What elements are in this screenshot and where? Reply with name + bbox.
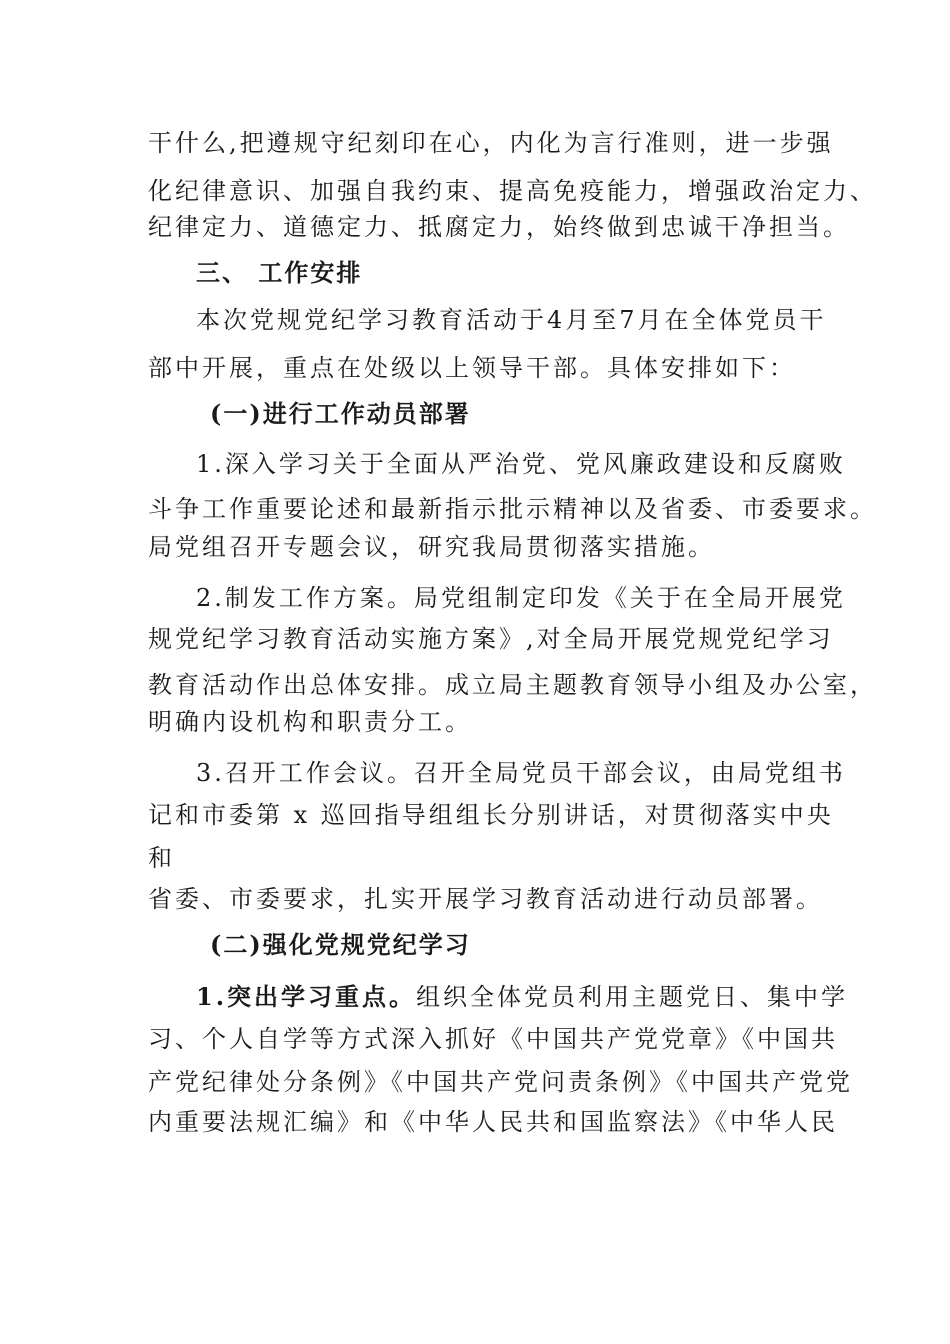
paragraph-line: 习、个人自学等方式深入抓好《中国共产党党章》《中国共 xyxy=(148,1025,838,1053)
subsection-heading: (一)进行工作动员部署 xyxy=(210,399,471,428)
paragraph-line: 规党纪学习教育活动实施方案》,对全局开展党规党纪学习 xyxy=(148,625,834,653)
paragraph-line: 1.深入学习关于全面从严治党、党风廉政建设和反腐败 xyxy=(196,450,846,478)
paragraph-line: 干什么,把遵规守纪刻印在心，内化为言行准则，进一步强 xyxy=(148,129,834,157)
paragraph-line: 2.制发工作方案。局党组制定印发《关于在全局开展党 xyxy=(196,584,846,612)
subsection-heading: (二)强化党规党纪学习 xyxy=(210,930,471,959)
paragraph-line: 内重要法规汇编》和《中华人民共和国监察法》《中华人民 xyxy=(148,1108,838,1136)
paragraph-line: 局党组召开专题会议，研究我局贯彻落实措施。 xyxy=(148,533,715,561)
section-heading: 三、 工作安排 xyxy=(196,259,363,287)
paragraph-line: 纪律定力、道德定力、抵腐定力，始终做到忠诚干净担当。 xyxy=(148,213,850,241)
item-text: 组织全体党员利用主题党日、集中学 xyxy=(416,983,849,1011)
paragraph-line: 明确内设机构和职责分工。 xyxy=(148,708,472,736)
paragraph-line: 教育活动作出总体安排。成立局主题教育领导小组及办公室， xyxy=(148,671,877,699)
paragraph-line xyxy=(196,982,848,1012)
paragraph-line: 本次党规党纪学习教育活动于4月至7月在全体党员干 xyxy=(196,306,827,334)
paragraph-line: 化纪律意识、加强自我约束、提高免疫能力，增强政治定力、 xyxy=(148,177,877,205)
paragraph-line: 3.召开工作会议。召开全局党员干部会议，由局党组书 xyxy=(196,759,846,787)
paragraph-line: 部中开展，重点在处级以上领导干部。具体安排如下： xyxy=(148,354,796,382)
paragraph-line: 省委、市委要求，扎实开展学习教育活动进行动员部署。 xyxy=(148,885,823,913)
paragraph-line: 和 xyxy=(148,844,175,872)
paragraph-line: 产党纪律处分条例》《中国共产党问责条例》《中国共产党党 xyxy=(148,1068,853,1096)
paragraph-line: 斗争工作重要论述和最新指示批示精神以及省委、市委要求。 xyxy=(148,495,877,523)
paragraph-line: 记和市委第 x 巡回指导组组长分别讲话，对贯彻落实中央 xyxy=(148,801,834,829)
item-lead: 1.突出学习重点。 xyxy=(196,982,417,1011)
